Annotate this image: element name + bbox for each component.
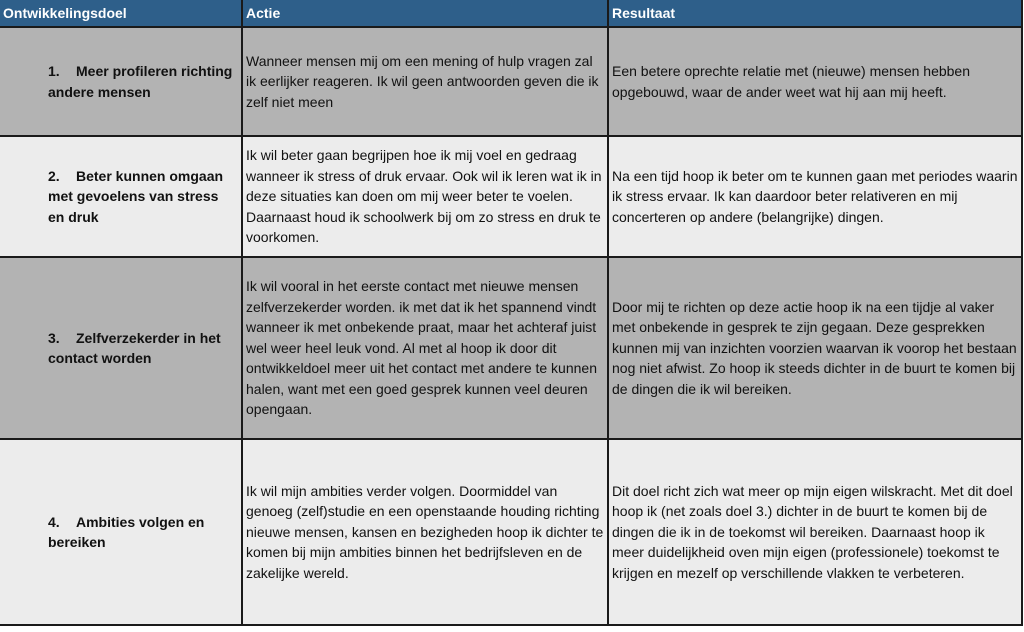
goal-number: 2.: [48, 167, 60, 184]
goal-text: Zelfverzekerder in het contact worden: [48, 329, 221, 366]
goal-text: Meer profileren richting andere mensen: [48, 63, 233, 100]
goal-text: Beter kunnen omgaan met gevoelens van stress en druk: [48, 167, 224, 225]
table-row: [0, 136, 1022, 257]
goal-text: Ambities volgen en bereiken: [48, 513, 205, 550]
result-cell: Dit doel richt zich wat meer op mijn eigen wilskracht. Met dit doel hoop ik (net zoals doel 3.) dichter in de buurt te komen bij de dingen die ik in de toekomst wil bereiken. Daarnaast hoop ik meer duidelijkheid oven mijn eigen (professionele) toekomst te krijgen en mezelf op verschillende vlakken te verbeteren.: [608, 439, 1022, 625]
header-ontwikkelingsdoel: Ontwikkelingsdoel: [0, 0, 242, 27]
table-row: [0, 27, 1022, 136]
goal-cell: [0, 257, 242, 439]
goal-number: 1.: [48, 63, 60, 79]
table-row: [0, 439, 1022, 625]
header-actie: Actie: [242, 0, 608, 27]
table-header-row: [0, 0, 1022, 27]
header-resultaat: Resultaat: [608, 0, 1022, 27]
result-cell: Een betere oprechte relatie met (nieuwe) mensen hebben opgebouwd, waar de ander weet wat hij aan mij heeft.: [608, 27, 1022, 136]
goal-cell: [0, 27, 242, 136]
result-cell: Na een tijd hoop ik beter om te kunnen gaan met periodes waarin ik stress ervaar. Ik kan daardoor beter relativeren en mij concerteren op andere (belangrijke) dingen.: [608, 136, 1022, 257]
table-row: [0, 257, 1022, 439]
action-cell: Ik wil vooral in het eerste contact met nieuwe mensen zelfverzekerder worden. ik met dat ik het spannend vindt wanneer ik met onbekende praat, maar het achteraf juist wel weer heel leuk vond. Al met al hoop ik door dit ontwikkeldoel meer uit het contact met andere te kunnen halen, want met een goed gesprek kunnen veel deuren opengaan.: [242, 257, 608, 439]
result-cell: Door mij te richten op deze actie hoop ik na een tijdje al vaker met onbekende in gesprek te zijn gegaan. Deze gesprekken kunnen mij van inzichten voorzien waarvan ik voorop het bestaan nog niet afwist. Zo hoop ik steeds dichter in de buurt te komen bij de dingen die ik wil bereiken.: [608, 257, 1022, 439]
action-cell: Wanneer mensen mij om een mening of hulp vragen zal ik eerlijker reageren. Ik wil geen antwoorden geven die ik zelf niet meen: [242, 27, 608, 136]
goal-cell: [0, 136, 242, 257]
action-cell: Ik wil mijn ambities verder volgen. Doormiddel van genoeg (zelf)studie en een openstaande houding richting nieuwe mensen, kansen en bezigheden hoop ik dichter te komen bij mijn ambities binnen het bedrijfsleven en de zakelijke wereld.: [242, 439, 608, 625]
goal-cell: [0, 439, 242, 625]
action-cell: Ik wil beter gaan begrijpen hoe ik mij voel en gedraag wanneer ik stress of druk ervaar. Ook wil ik leren wat ik in deze situaties kan doen om mij weer beter te voelen. Daarnaast houd ik schoolwerk bij om zo stress en druk te voorkomen.: [242, 136, 608, 257]
goal-number: 3.: [48, 329, 60, 346]
goal-number: 4.: [48, 513, 60, 530]
